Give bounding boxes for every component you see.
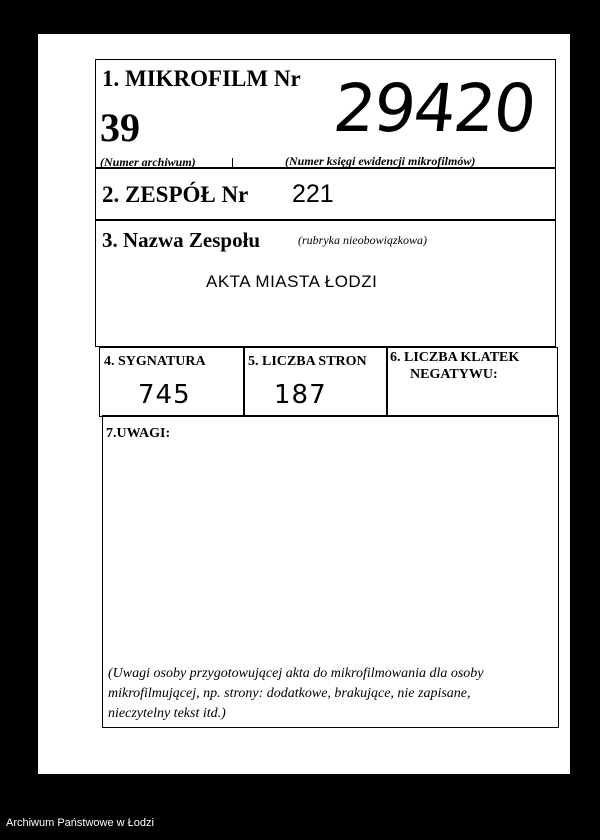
zespol-heading: 2. ZESPÓŁ Nr xyxy=(102,182,249,207)
mikrofilm-heading: 1. MIKROFILM Nr xyxy=(102,66,301,91)
microfilm-card xyxy=(38,34,570,774)
uwagi-instructions-line1: (Uwagi osoby przygotowującej akta do mikrofilmowania dla osoby xyxy=(108,666,484,681)
sygnatura-heading: 4. SYGNATURA xyxy=(104,354,206,369)
liczba-stron-value: 187 xyxy=(274,380,327,410)
uwagi-instructions-line2: mikrofilmującej, np. strony: dodatkowe, brakujące, nie zapisane, xyxy=(108,686,471,701)
archive-footer-label: Archiwum Państwowe w Łodzi xyxy=(6,817,154,829)
ledger-number: 29420 xyxy=(329,70,538,147)
sygnatura-value: 745 xyxy=(138,380,191,410)
liczba-klatek-heading-line1: 6. LICZBA KLATEK xyxy=(390,350,520,365)
uwagi-heading: 7.UWAGI: xyxy=(106,426,171,441)
liczba-stron-heading: 5. LICZBA STRON xyxy=(248,354,367,369)
archive-number: 39 xyxy=(100,105,140,150)
caption-divider-tick xyxy=(232,158,233,167)
nazwa-optional-note: (rubryka nieobowiązkowa) xyxy=(298,233,427,247)
liczba-klatek-heading-line2: NEGATYWU: xyxy=(410,367,498,382)
zespol-number: 221 xyxy=(292,180,334,208)
nazwa-heading: 3. Nazwa Zespołu xyxy=(102,228,261,252)
fonds-name: AKTA MIASTA ŁODZI xyxy=(206,272,378,291)
uwagi-instructions-line3: nieczytelny tekst itd.) xyxy=(108,706,226,721)
archive-number-caption: (Numer archiwum) xyxy=(100,155,196,169)
ledger-number-caption: (Numer księgi ewidencji mikrofilmów) xyxy=(285,154,476,168)
